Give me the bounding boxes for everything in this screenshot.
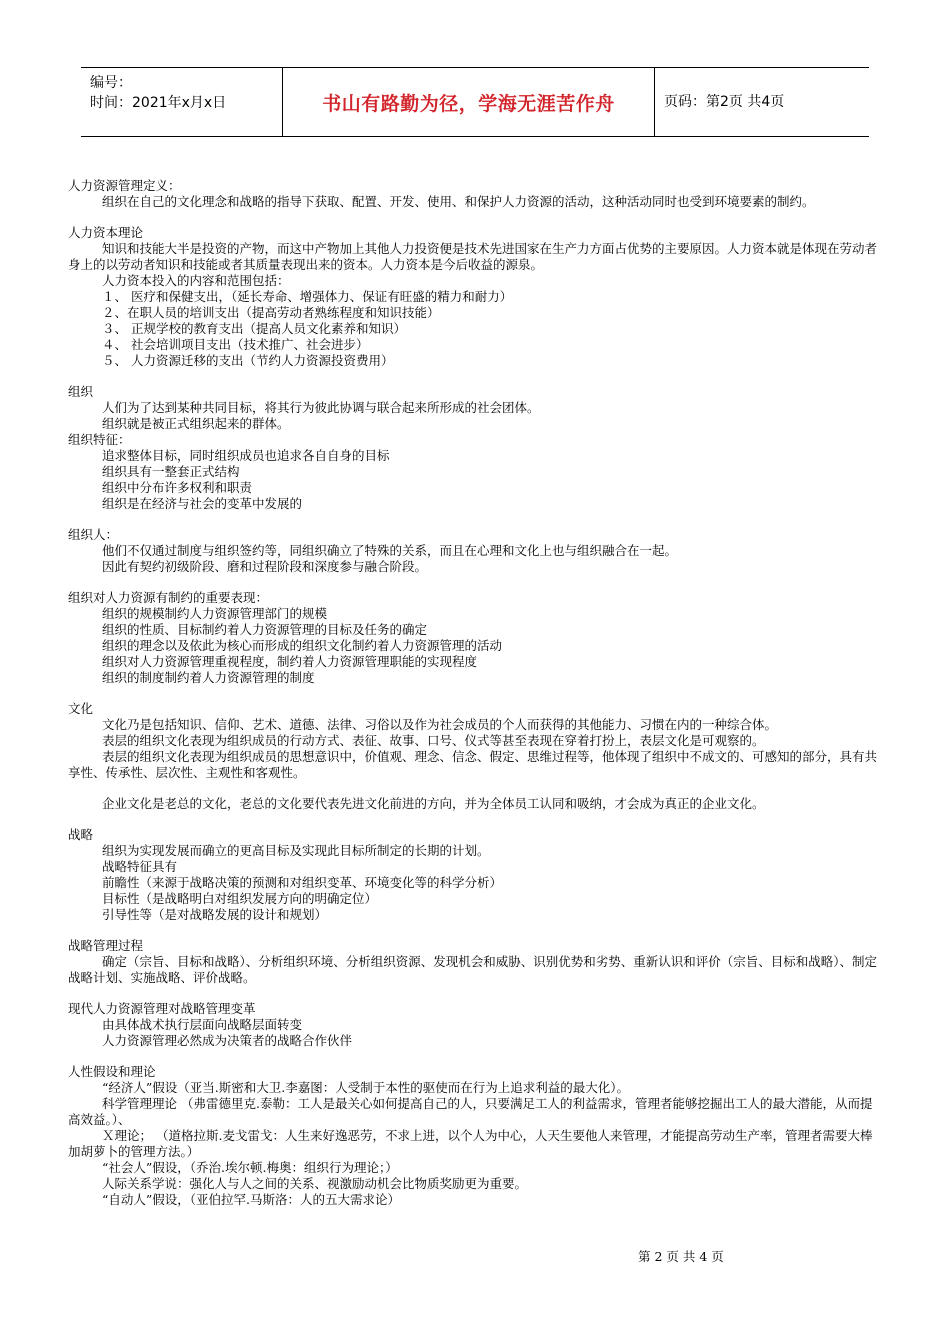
header-motto-cell <box>283 68 655 136</box>
list-item: “经济人”假设（亚当.斯密和大卫.李嘉图：人受制于本性的驱使而在行为上追求利益的最大化）。 <box>102 1080 629 1095</box>
list-item: 引导性等（是对战略发展的设计和规划） <box>102 907 328 922</box>
section-title: 组织 <box>68 384 94 399</box>
list-item: 人力资本投入的内容和范围包括： <box>102 273 290 288</box>
list-item: 战略特征具有 <box>102 859 178 874</box>
list-item: 组织具有一整套正式结构 <box>102 464 240 479</box>
section-title: 战略管理过程 <box>68 938 144 953</box>
list-item: 目标性（是战略明白对组织发展方向的明确定位） <box>102 891 378 906</box>
header-page-cell <box>655 68 869 136</box>
list-item: 他们不仅通过制度与组织签约等，同组织确立了特殊的关系，而且在心理和文化上也与组织融合在一起。 <box>102 543 678 558</box>
list-item: 表层的组织文化表现为组织成员的行动方式、表征、故事、口号、仪式等甚至表现在穿着打扮上，表层文化是可观察的。 <box>102 733 765 748</box>
section-title: 人力资本理论 <box>68 225 144 240</box>
section-title: 文化 <box>68 701 94 716</box>
page-footer: 第 2 页 共 4 页 <box>638 1249 724 1264</box>
list-item: 因此有契约初级阶段、磨和过程阶段和深度参与融合阶段。 <box>102 559 428 574</box>
paragraph: Ｘ理论； （道格拉斯.麦戈雷戈：人生来好逸恶劳，不求上进，以个人为中心，人天生要他人来管理，才能提高劳动生产率，管理者需要大棒加胡萝卜的管理方法。） <box>68 1128 873 1159</box>
list-item: 人力资源管理必然成为决策者的战略合作伙伴 <box>102 1033 353 1048</box>
list-item: ４、 社会培训项目支出（技术推广、社会进步） <box>102 337 369 352</box>
paragraph: 知识和技能大半是投资的产物，而这中产物加上其他人力投资便是技术先进国家在生产力方面占优势的主要原因。人力资本就是体现在劳动者身上的以劳动者知识和技能或者其质量表现出来的资本。人力资本是今后收益的源泉。 <box>68 241 878 272</box>
list-item: “社会人”假设，（乔治.埃尔顿.梅奥：组织行为理论；） <box>102 1160 398 1175</box>
time-label: 时间：2021年x月x日 <box>90 95 227 111</box>
list-item: 人们为了达到某种共同目标，将其行为彼此协调与联合起来所形成的社会团体。 <box>102 400 540 415</box>
list-item: 由具体战术执行层面向战略层面转变 <box>102 1017 303 1032</box>
list-item: “自动人”假设，（亚伯拉罕.马斯洛：人的五大需求论） <box>102 1192 401 1207</box>
section-title: 现代人力资源管理对战略管理变革 <box>68 1001 256 1016</box>
paragraph: 确定（宗旨、目标和战略）、分析组织环境、分析组织资源、发现机会和威胁、识别优势和劣势、重新认识和评价（宗旨、目标和战略）、制定战略计划、实施战略、评价战略。 <box>68 954 878 985</box>
list-item: 组织的制度制约着人力资源管理的制度 <box>102 670 315 685</box>
list-item: ２、在职人员的培训支出（提高劳动者熟练程度和知识技能） <box>102 305 440 320</box>
section-title: 战略 <box>68 827 94 842</box>
list-item: 文化乃是包括知识、信仰、艺术、道德、法律、习俗以及作为社会成员的个人而获得的其他能力、习惯在内的一种综合体。 <box>102 717 778 732</box>
list-item: 组织的规模制约人力资源管理部门的规模 <box>102 606 328 621</box>
page-label: 页码：第2页 共4页 <box>664 94 785 110</box>
list-item: 组织的性质、目标制约着人力资源管理的目标及任务的确定 <box>102 622 428 637</box>
list-item: 组织就是被正式组织起来的群体。 <box>102 416 290 431</box>
list-item: 组织中分布许多权利和职责 <box>102 480 253 495</box>
section-title: 人力资源管理定义： <box>68 178 181 193</box>
list-item: 人际关系学说：强化人与人之间的关系、视激励动机会比物质奖励更为重要。 <box>102 1176 528 1191</box>
list-item: ３、 正规学校的教育支出（提高人员文化素养和知识） <box>102 321 406 336</box>
page-header <box>81 67 869 137</box>
section-title: 组织对人力资源有制约的重要表现： <box>68 590 269 605</box>
paragraph: 组织在自己的文化理念和战略的指导下获取、配置、开发、使用、和保护人力资源的活动，这种活动同时也受到环境要素的制约。 <box>102 194 815 209</box>
list-item: 前瞻性（来源于战略决策的预测和对组织变革、环境变化等的科学分析） <box>102 875 503 890</box>
list-item: 企业文化是老总的文化，老总的文化要代表先进文化前进的方向，并为全体员工认同和吸纳，才会成为真正的企业文化。 <box>102 796 765 811</box>
motto: 书山有路勤为径，学海无涯苦作舟 <box>322 92 615 115</box>
paragraph: 科学管理理论 （弗雷德里克.泰勒：工人是最关心如何提高自己的人，只要满足工人的利益需求，管理者能够挖掘出工人的最大潜能，从而提高效益。）、 <box>68 1096 873 1127</box>
number-label: 编号： <box>90 75 132 91</box>
section-title: 组织人： <box>68 527 119 542</box>
list-item: １、 医疗和保健支出，（延长寿命、增强体力、保证有旺盛的精力和耐力） <box>102 289 513 304</box>
list-item: 组织的理念以及依此为核心而形成的组织文化制约着人力资源管理的活动 <box>102 638 503 653</box>
paragraph: 表层的组织文化表现为组织成员的思想意识中，价值观、理念、信念、假定、思维过程等，他体现了组织中不成文的、可感知的部分，具有共享性、传承性、层次性、主观性和客观性。 <box>68 749 878 780</box>
list-item: ５、 人力资源迁移的支出（节约人力资源投资费用） <box>102 353 394 368</box>
list-item: 组织对人力资源管理重视程度，制约着人力资源管理职能的实现程度 <box>102 654 478 669</box>
list-item: 追求整体目标，同时组织成员也追求各自自身的目标 <box>102 448 390 463</box>
list-item: 组织为实现发展而确立的更高目标及实现此目标所制定的长期的计划。 <box>102 843 490 858</box>
document-body <box>68 178 884 1208</box>
header-info-cell <box>81 68 283 136</box>
list-item: 组织是在经济与社会的变革中发展的 <box>102 496 303 511</box>
section-title: 组织特征： <box>68 432 131 447</box>
section-title: 人性假设和理论 <box>68 1064 156 1079</box>
